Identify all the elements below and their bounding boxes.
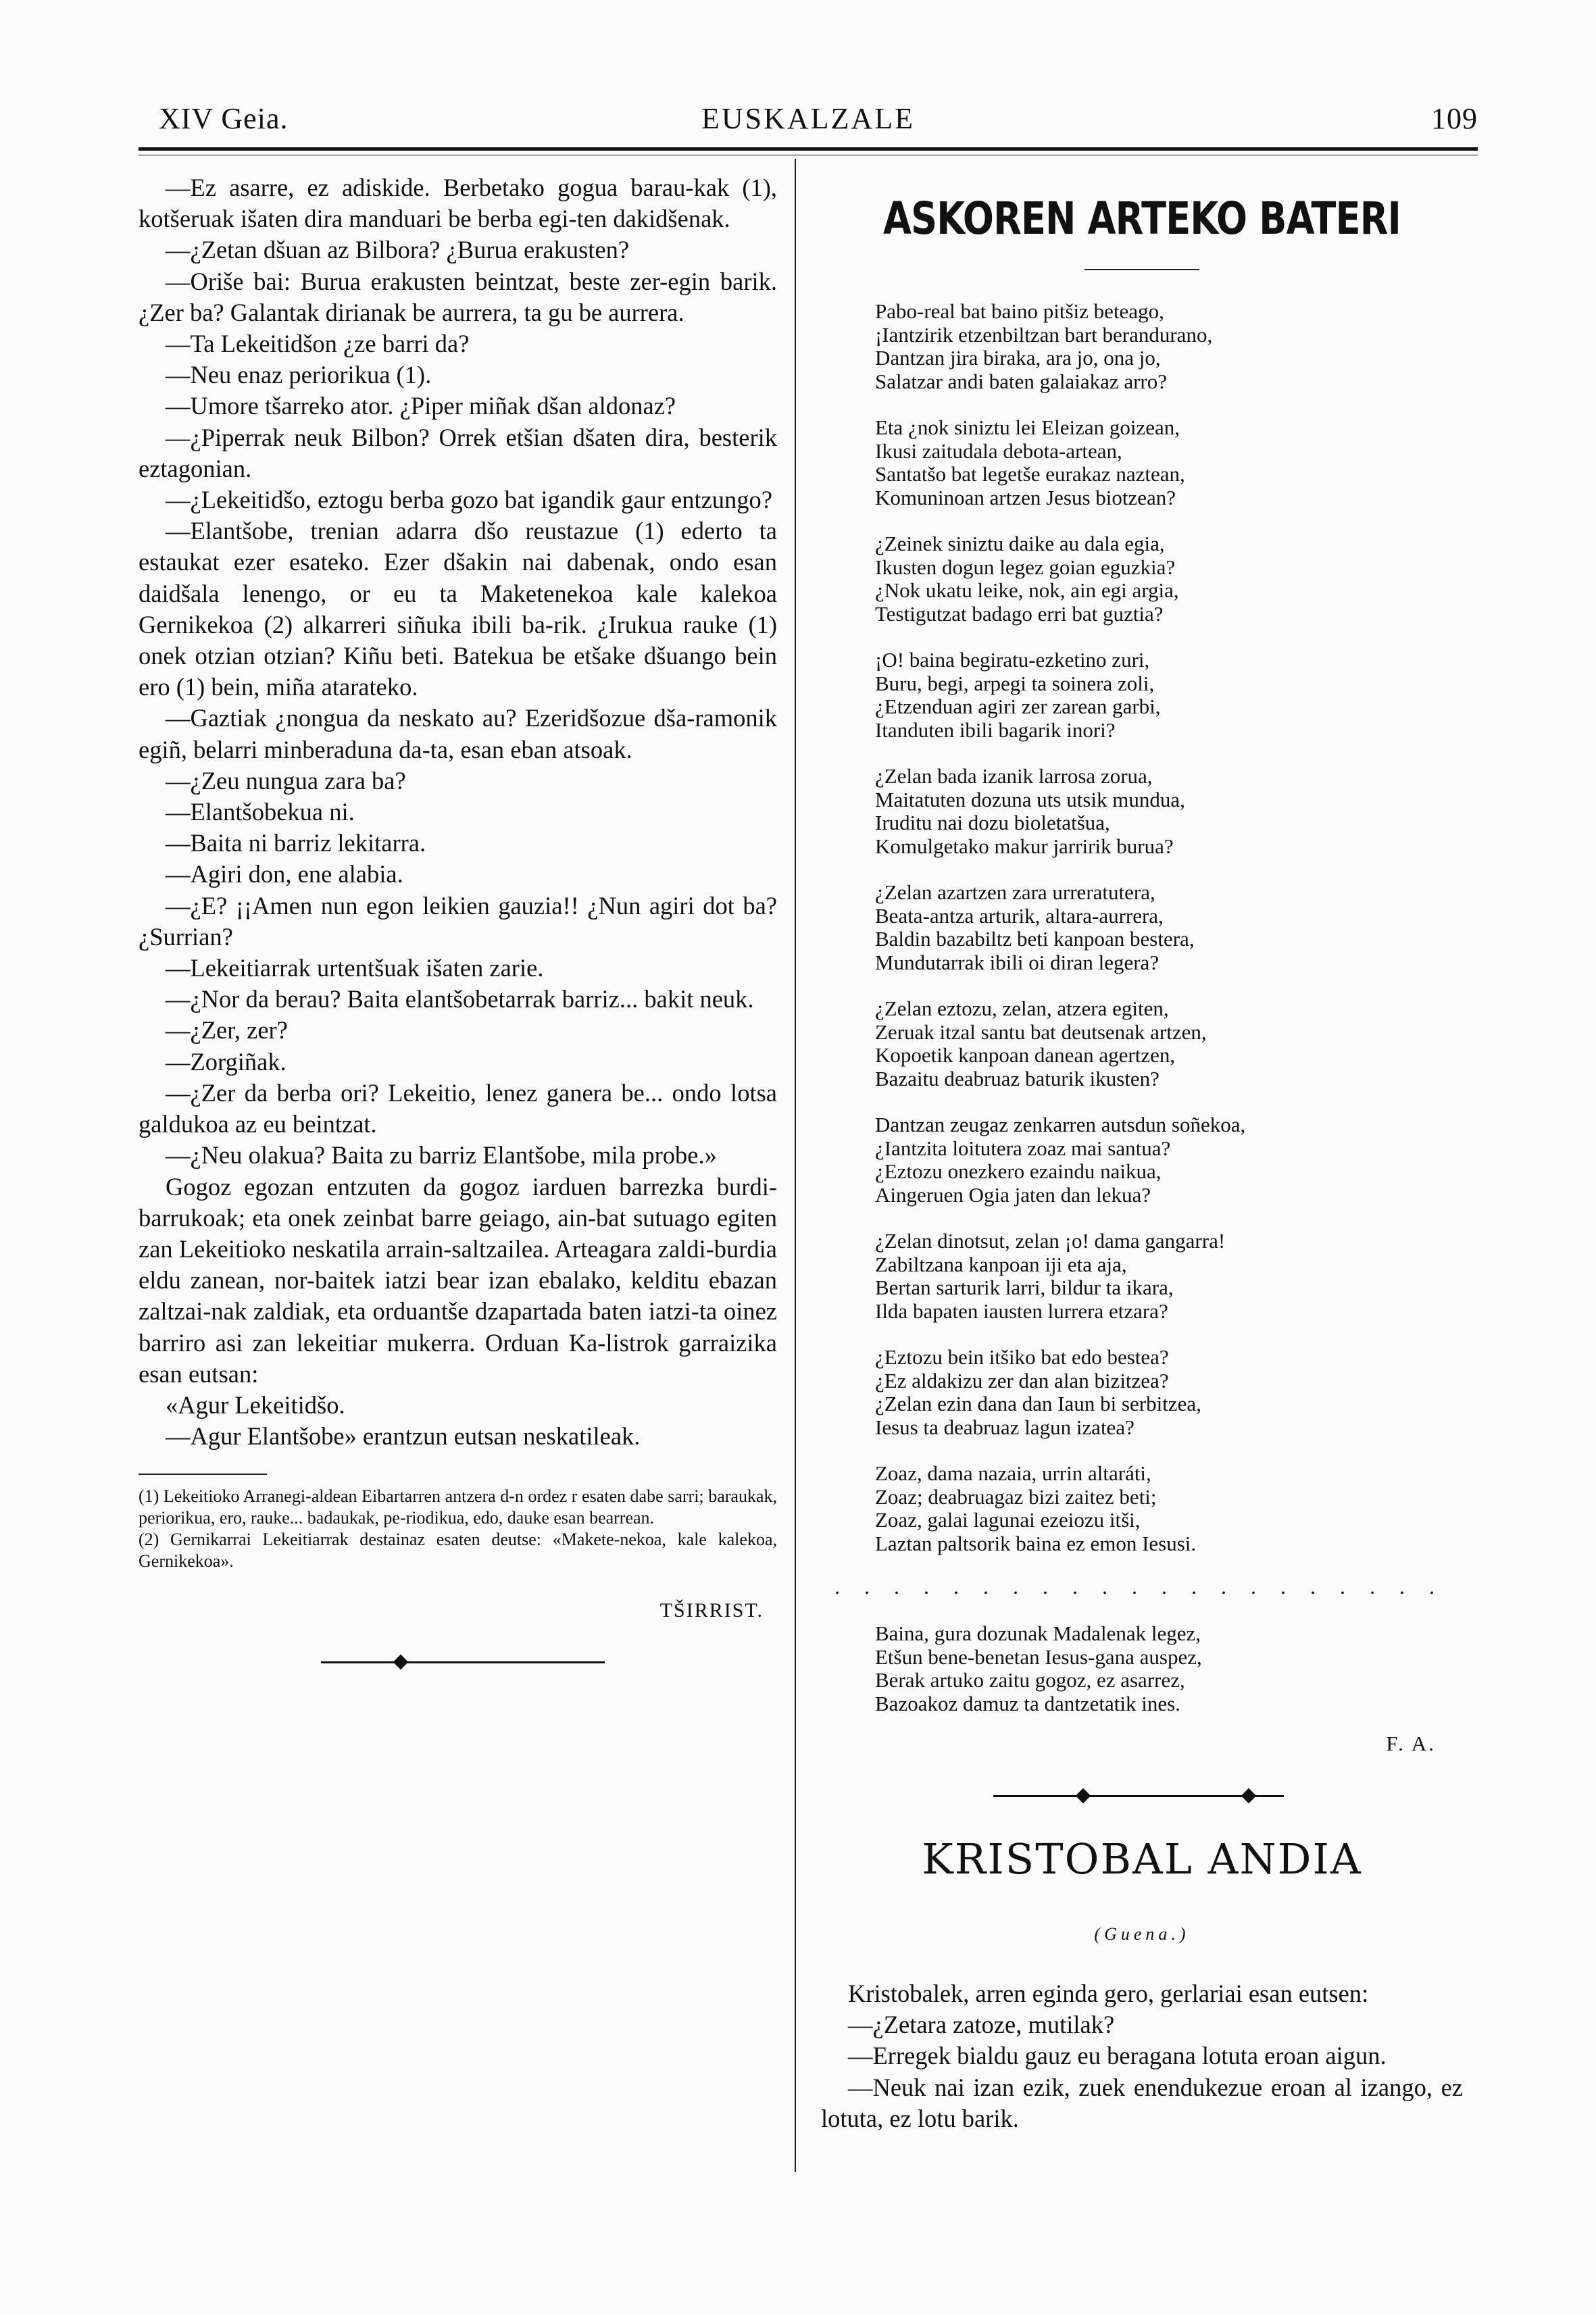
paragraph: —¿Zetara zatoze, mutilak? <box>848 2011 1115 2039</box>
poem-line: ¿Eztozu onezkero ezaindu naikua, <box>875 1159 1162 1183</box>
right-column <box>821 172 1463 2134</box>
poem-line: Zoaz, galai lagunai ezeiozu itši, <box>875 1508 1141 1532</box>
poem-line: ¿Zeinek siniztu daike au dala egia, <box>875 532 1165 555</box>
title-rule <box>1084 269 1199 270</box>
paragraph: —Gaztiak ¿nongua da neskato au? Ezeridšozue dša-ramonik egiñ, belarri minberaduna da-ta, esan eban atsoak. <box>139 704 777 763</box>
paragraph: —Neu enaz periorikua (1). <box>166 361 432 389</box>
poem-signature: F. A. <box>1386 1732 1436 1755</box>
issue-number: XIV Geia. <box>159 102 289 135</box>
poem-line: Testigutzat badago erri bat guztia? <box>875 601 1164 626</box>
poem-line: ¿Iantzita loitutera zoaz mai santua? <box>875 1136 1171 1160</box>
poem-line: Zoaz; deabruagaz bizi zaitez beti; <box>875 1484 1157 1509</box>
poem-stanza <box>875 1346 1463 1439</box>
end-ornament <box>139 1649 777 1676</box>
paragraph: —¿Nor da berau? Baita elantšobetarrak barriz... bakit neuk. <box>166 985 754 1013</box>
poem-line: Komuninoan artzen Jesus biotzean? <box>875 485 1176 509</box>
poem-line: Bertan sarturik larri, bildur ta ikara, <box>875 1276 1174 1299</box>
poem-line: Bazaitu deabruaz baturik ikusten? <box>875 1066 1159 1090</box>
section-title: KRISTOBAL ANDIA <box>922 1834 1362 1884</box>
poem-line: Komulgetako makur jarririk burua? <box>875 834 1174 858</box>
poem-line: Ikusi zaitudala debota-artean, <box>875 438 1122 463</box>
poem-line: Baina, gura dozunak Madalenak legez, <box>875 1621 1201 1645</box>
ellipsis-row: . . . . . . . . . . . . . . . . . . . . . <box>834 1574 1444 1599</box>
poem-line: Zeruak itzal santu bat deutsenak artzen, <box>875 1020 1207 1044</box>
dialogue-text <box>139 172 777 1452</box>
poem-line: Itanduten ibili bagarik inori? <box>875 718 1116 742</box>
paragraph: —Umore tšarreko ator. ¿Piper miñak dšan aldonaz? <box>166 392 676 420</box>
poem-line: Eta ¿nok siniztu lei Eleizan goizean, <box>875 416 1180 439</box>
poem-stanza <box>875 1230 1463 1323</box>
poem-line: ¡Iantzirik etzenbiltzan bart berandurano, <box>875 322 1213 347</box>
paragraph: —¿Lekeitidšo, eztogu berba gozo bat igandik gaur entzungo? <box>166 486 772 514</box>
poem-line: Laztan paltsorik baina ez emon Iesusi. <box>875 1531 1197 1555</box>
paragraph: —Agiri don, ene alabia. <box>166 860 403 888</box>
paragraph: —Zorgiñak. <box>166 1047 286 1076</box>
poem-line: Kopoetik kanpoan danean agertzen, <box>875 1043 1176 1067</box>
paragraph: —¿Zer, zer? <box>166 1016 288 1045</box>
poem-line: Aingeruen Ogia jaten dan lekua? <box>875 1182 1151 1207</box>
paragraph: —Elantšobekua ni. <box>166 798 355 826</box>
poem-line: Baldin bazabiltz beti kanpoan bestera, <box>875 927 1195 951</box>
paragraph: —¿E? ¡¡Amen nun egon leikien gauzia!! ¿Nun agiri dot ba? ¿Surrian? <box>139 891 777 951</box>
poem-line: ¿Zelan dinotsut, zelan ¡o! dama gangarra! <box>875 1229 1226 1253</box>
poem-line: Berak artuko zaitu gogoz, ez asarrez, <box>875 1668 1185 1692</box>
poem-stanza <box>875 300 1463 393</box>
poem-line: ¿Eztozu bein itšiko bat edo bestea? <box>875 1345 1169 1369</box>
poem-stanza <box>875 881 1463 974</box>
page-header <box>139 101 1478 149</box>
poem-line: Ilda bapaten iausten lurrera etzara? <box>875 1299 1168 1323</box>
footnote-rule <box>139 1474 267 1475</box>
poem-body <box>821 300 1463 1555</box>
paragraph: —Ta Lekeitidšon ¿ze barri da? <box>166 330 470 358</box>
poem-line: Bazoakoz damuz ta dantzetatik ines. <box>875 1691 1180 1715</box>
poem-line: Buru, begi, arpegi ta soinera zoli, <box>875 671 1155 695</box>
poem-stanza <box>875 532 1463 626</box>
poem-line: ¿Zelan eztozu, zelan, atzera egiten, <box>875 997 1169 1020</box>
paragraph: —Agur Elantšobe» erantzun eutsan neskatileak. <box>166 1422 641 1451</box>
poem-line: ¡O! baina begiratu-ezketino zuri, <box>875 648 1150 672</box>
paragraph: —¿Zeu nungua zara ba? <box>166 766 406 795</box>
paragraph: —Baita ni barriz lekitarra. <box>166 829 426 857</box>
poem-line: Dantzan zeugaz zenkarren autsdun soñekoa, <box>875 1113 1246 1136</box>
journal-title: EUSKALZALE <box>701 102 915 135</box>
poem-line: Salatzar andi baten galaiakaz arro? <box>875 369 1168 393</box>
poem-line: Dantzan jira biraka, ara jo, ona jo, <box>875 346 1161 370</box>
footnote: (1) Lekeitioko Arranegi-aldean Eibartarren antzera d-n ordez r esaten dabe sarri; baraukak, periorikua, ero, rauke... badaukak, pe-riodikua, edo, dauke esan bearrean. <box>139 1486 777 1528</box>
poem-line: Santatšo bat legetše eurakaz naztean, <box>875 462 1185 486</box>
paragraph: —¿Neu olakua? Baita zu barriz Elantšobe, mila probe.» <box>166 1141 717 1169</box>
paragraph: —Erregek bialdu gauz eu beragana lotuta eroan aigun. <box>848 2042 1387 2070</box>
poem-line: Pabo-real bat baino pitšiz beteago, <box>875 299 1164 323</box>
paragraph: —¿Zer da berba ori? Lekeitio, lenez ganera be... ondo lotsa galdukoa az eu beintzat. <box>139 1078 777 1138</box>
poem-stanza <box>875 1113 1463 1207</box>
poem-line: ¿Zelan bada izanik larrosa zorua, <box>875 764 1153 788</box>
header-rule <box>139 147 1478 155</box>
paragraph: —Neuk nai izan ezik, zuek enendukezue eroan al izango, ez lotuta, ez lotu barik. <box>821 2073 1463 2132</box>
paragraph: —Ez asarre, ez adiskide. Berbetako gogua barau-kak (1), kotšeruak išaten dira manduari be berba egi-ten dakidšenak. <box>139 174 777 233</box>
poem-stanza <box>875 997 1463 1090</box>
poem-line: ¿Nok ukatu leike, nok, ain egi argia, <box>875 578 1179 602</box>
poem-line: Zabiltzana kanpoan iji eta aja, <box>875 1252 1127 1276</box>
poem-stanza <box>875 765 1463 858</box>
poem-line: ¿Ez aldakizu zer dan alan bizitzea? <box>875 1368 1169 1392</box>
column-divider <box>795 159 796 2172</box>
poem-line: Iesus ta deabruaz lagun izatea? <box>875 1415 1134 1439</box>
article-signature: TŠIRRIST. <box>659 1599 764 1622</box>
poem-line: Iruditu nai dozu bioletatšua, <box>875 811 1110 834</box>
paragraph: —Lekeitiarrak urtentšuak išaten zarie. <box>166 954 544 982</box>
poem-line: Mundutarrak ibili oi diran legera? <box>875 950 1159 974</box>
poem-line: ¿Etzenduan agiri zer zarean garbi, <box>875 695 1161 718</box>
poem-stanza <box>875 1622 1463 1715</box>
poem-title: ASKOREN ARTEKO BATERI <box>883 193 1401 245</box>
poem-stanza <box>875 649 1463 742</box>
poem-line: ¿Zelan ezin dana dan Iaun bi serbitzea, <box>875 1392 1201 1415</box>
paragraph: —¿Piperrak neuk Bilbon? Orrek etšian dšaten dira, besterik eztagonian. <box>139 423 777 482</box>
paragraph: —Elantšobe, trenian adarra dšo reustazue (1) ederto ta estaukat ezer esateko. Ezer dšakin nai dabenak, ondo esan daidšala lenengo, or eu ta Maketenekoa kale kalekoa Gernikekoa (2) alkarreri siñuka ibili ba-rik. ¿Irukua rauke (1) onek otzian otzian? Kiñu beti. Batekua be etšake dšuango bein ero (1) bein, miña atarateko. <box>139 517 777 701</box>
poem-stanza <box>875 416 1463 509</box>
paragraph: —Oriše bai: Burua erakusten beintzat, beste zer-egin barik. ¿Zer ba? Galantak dirianak be aurrera, ta gu be aurrera. <box>139 267 777 326</box>
poem-line: ¿Zelan azartzen zara urreratutera, <box>875 880 1155 904</box>
section-ornament <box>821 1783 1463 1810</box>
paragraph: Kristobalek, arren eginda gero, gerlariai esan eutsen: <box>848 1980 1369 2007</box>
poem-line: Etšun bene-benetan Iesus-gana auspez, <box>875 1644 1202 1669</box>
section-subtitle: (Guena.) <box>1094 1924 1190 1944</box>
poem-line: Maitatuten dozuna uts utsik mundua, <box>875 787 1185 811</box>
poem-stanza <box>875 1462 1463 1555</box>
poem-line: Ikusten dogun legez goian eguzkia? <box>875 555 1176 579</box>
paragraph: «Agur Lekeitidšo. <box>166 1390 345 1419</box>
paragraph: Gogoz egozan entzuten da gogoz iarduen barrezka burdi-barrukoak; eta onek zeinbat barre geiago, ain-bat sutuago egiten zan Lekeitioko neskatila arrain-saltzailea. Arteagara zaldi-burdia eldu zanean, nor-baitek iatzi bear izan ebalako, kelditu ebazan zaltzai-nak zaldiak, eta orduantše dzapartada baten iatzi-ta oinez barriro asi zan lekeitiar mukerra. Orduan Ka-listrok garraizika esan eutsan: <box>139 1172 777 1388</box>
left-column <box>139 172 777 1676</box>
paragraph: —¿Zetan dšuan az Bilbora? ¿Burua erakusten? <box>166 236 630 264</box>
footnote: (2) Gernikarrai Lekeitiarrak destainaz esaten deutse: «Makete-nekoa, kale kalekoa, Gernikekoa». <box>139 1530 777 1571</box>
page-number: 109 <box>1431 102 1478 135</box>
poem-line: Zoaz, dama nazaia, urrin altaráti, <box>875 1461 1151 1485</box>
poem-line: Beata-antza arturik, altara-aurrera, <box>875 903 1164 928</box>
